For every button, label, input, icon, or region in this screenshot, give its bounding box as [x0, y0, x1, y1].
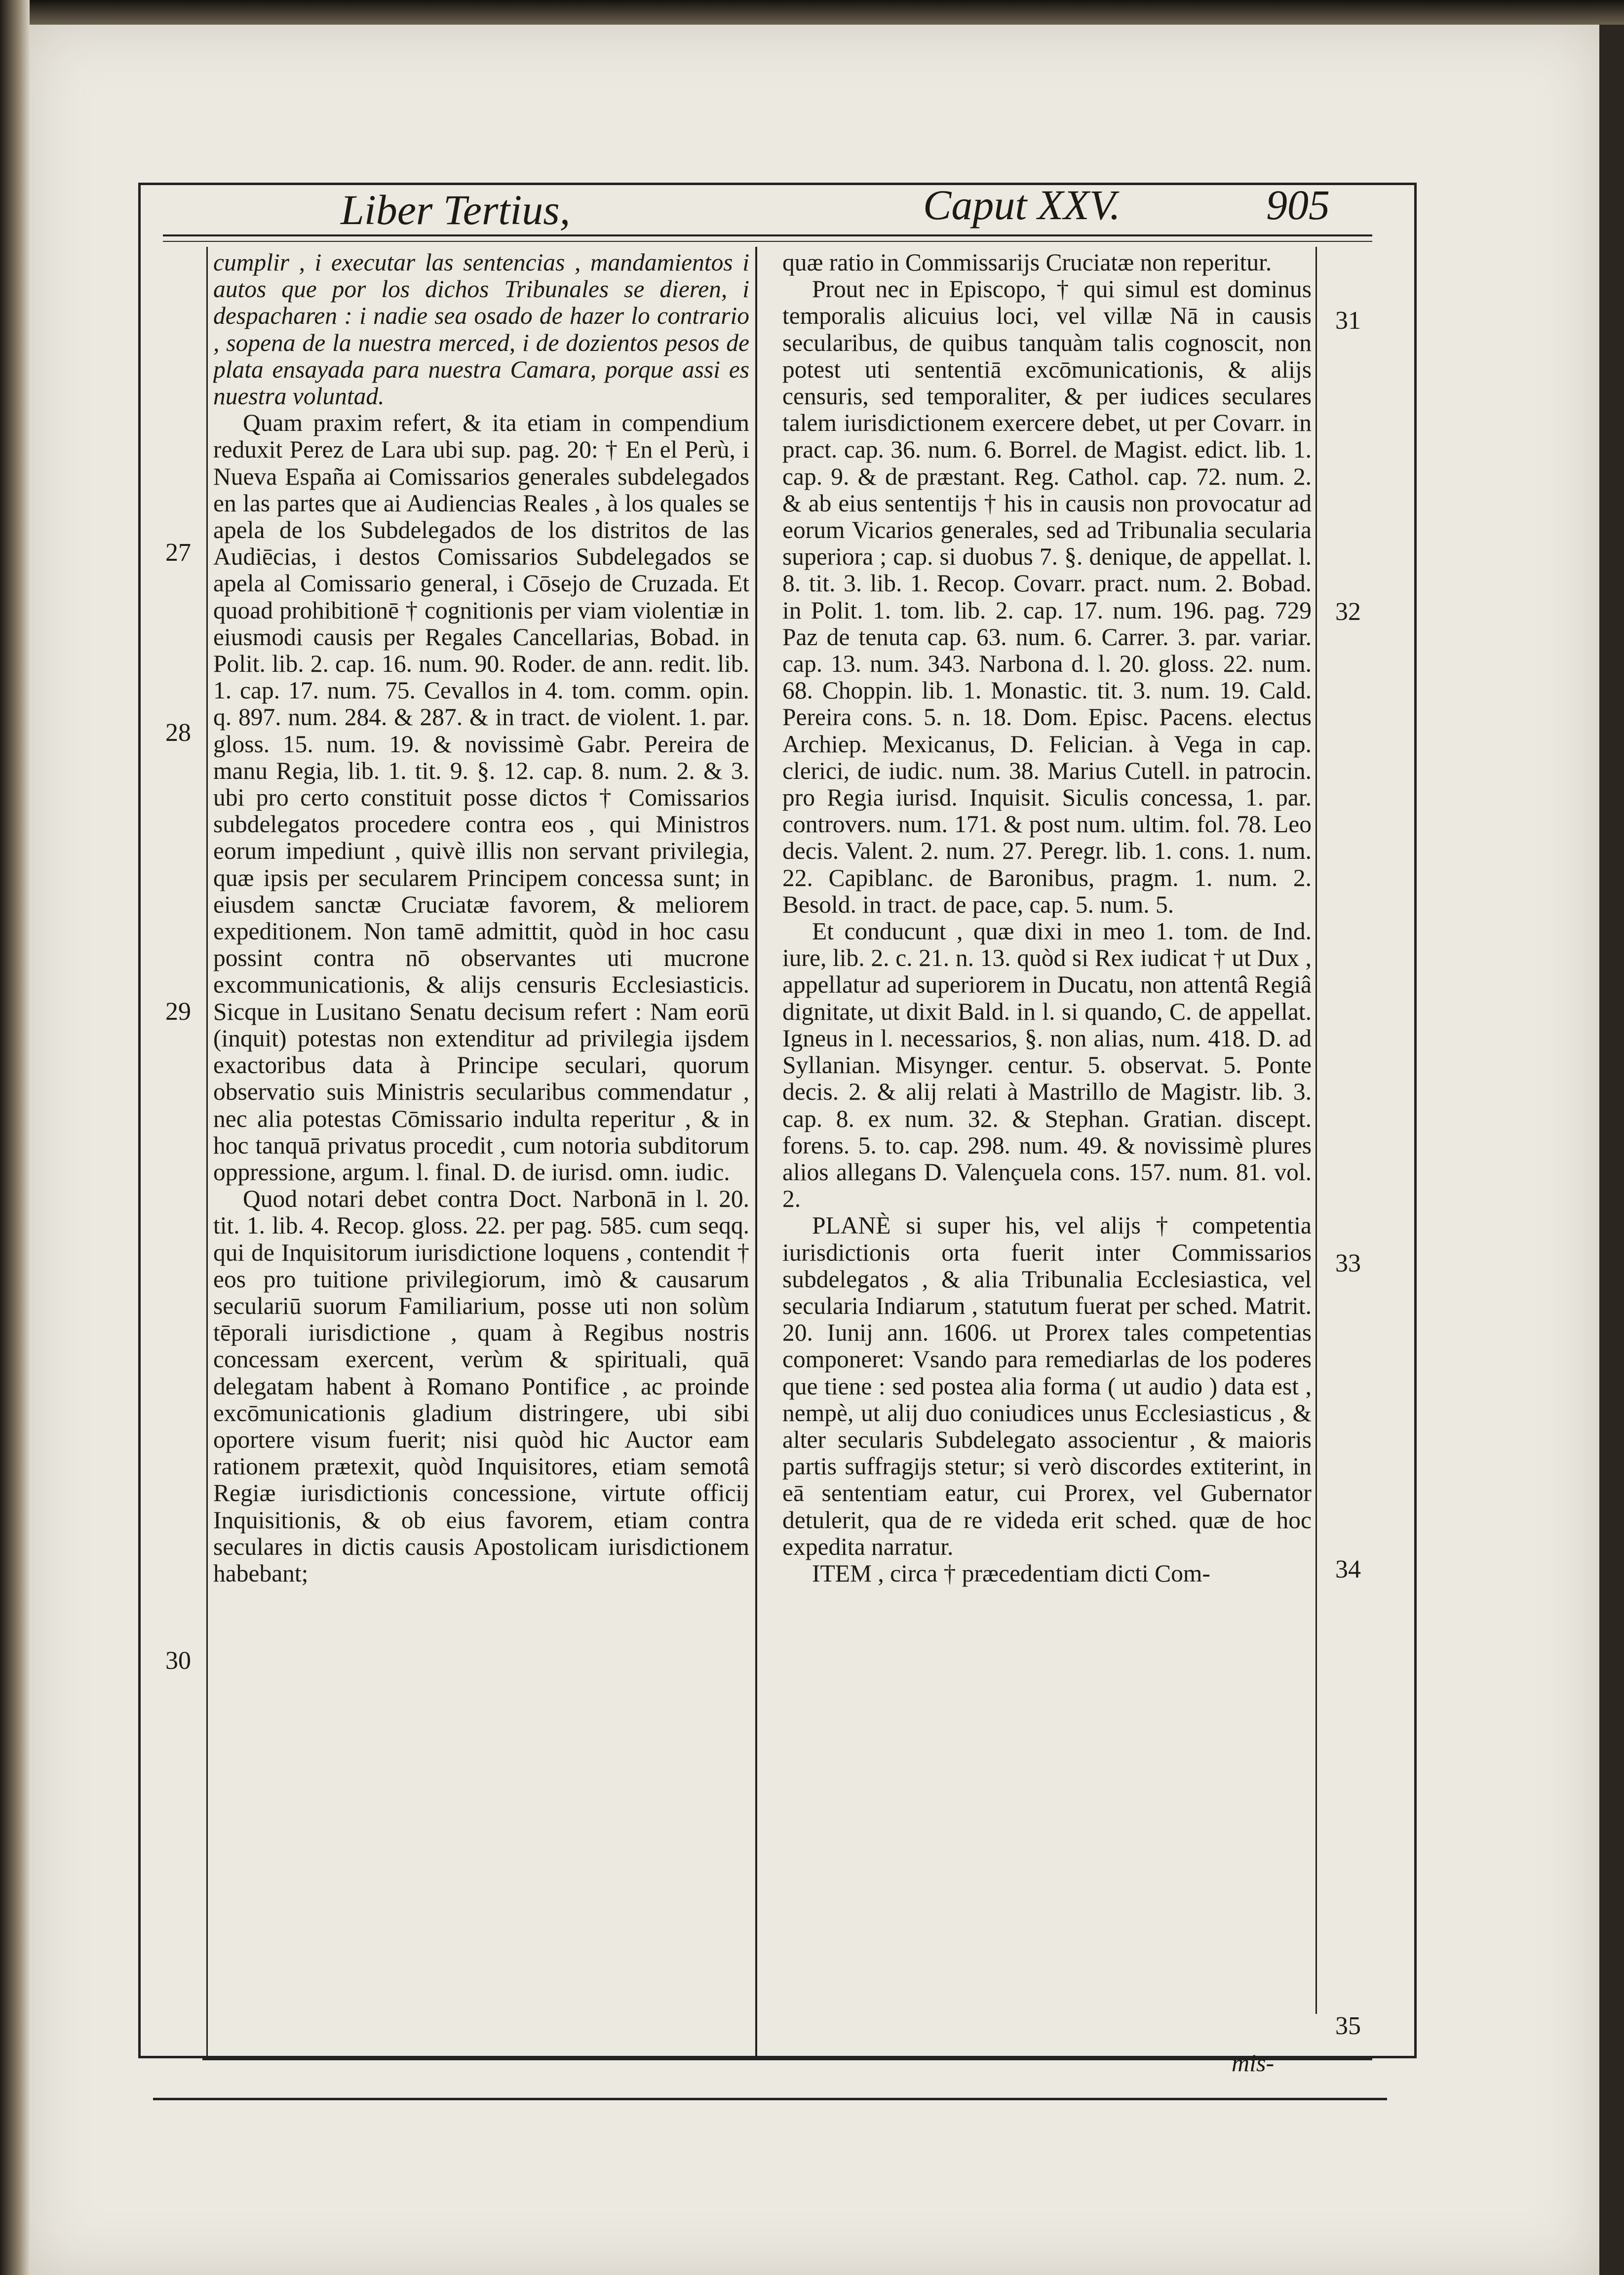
- catchword: mis-: [1232, 2049, 1275, 2077]
- margin-number-33: 33: [1335, 1249, 1361, 1277]
- running-head-chapter: Caput XXV.: [923, 181, 1121, 229]
- margin-number-31: 31: [1335, 307, 1361, 335]
- margin-number-35: 35: [1335, 2012, 1361, 2040]
- right-paragraph-2: Prout nec in Episcopo, † qui simul est dominus temporalis alicuius loci, vel villæ Nā in causis secularibus, de quibus tanquàm talis cognoscit, non potest uti sententiā excōmunicationis, & alijs censuris, sed temporaliter, & per iudices seculares talem iurisdictionem exercere debet, ut per Covarr. in pract. cap. 36. num. 6. Borrel. de Magist. edict. lib. 1. cap. 9. & de præstant. Reg. Cathol. cap. 72. num. 2. & ab eius sententijs † his in causis non provocatur ad eorum Vicarios generales, sed ad Tribunalia secularia superiora ; cap. si duobus 7. §. denique, de appellat. l. 8. tit. 3. lib. 1. Recop. Covarr. pract. num. 2. Bobad. in Polit. 1. tom. lib. 2. cap. 17. num. 196. pag. 729 Paz de tenuta cap. 63. num. 6. Carrer. 3. par. variar. cap. 13. num. 343. Narbona d. l. 20. gloss. 22. num. 68. Choppin. lib. 1. Monastic. tit. 3. num. 19. Cald. Pereira cons. 5. n. 18. Dom. Episc. Pacens. electus Archiep. Mexicanus, D. Felician. à Vega in cap. clerici, de iudic. num. 38. Marius Cutell. in patrocin. pro Regia iurisd. Inquisit. Siculis concessa, 1. par. controvers. num. 171. & post num. ultim. fol. 78. Leo decis. Valent. 2. num. 27. Peregr. lib. 1. cons. 1. num. 22. Capiblanc. de Baronibus, pragm. 1. num. 2. Besold. in tract. de pace, cap. 5. num. 5.: [782, 275, 1312, 918]
- left-paragraph-3: Quod notari debet contra Doct. Narbonā in l. 20. tit. 1. lib. 4. Recop. gloss. 22. per pag. 585. cum seqq. qui de Inquisitorum iurisdictione loquens , contendit † eos pro tuitione privilegiorum, imò & causarum seculariū suorum Familiarium, posse uti non solùm tēporali iurisdictione , quam à Regibus nostris concessam exercent, verùm & spirituali, quā delegatam habent à Romano Pontifice , ac proinde excōmunicationis gladium distringere, ubi sibi oportere visum fuerit; nisi quòd hic Auctor eam rationem prætexit, quòd Inquisitores, etiam semotâ Regiæ iurisdictionis concessione, virtute officij Inquisitionis, & ob eius favorem, etiam contra seculares in dictis causis Apostolicam iurisdictionem habebant;: [213, 1185, 749, 1587]
- bottom-outer-rule: [153, 2098, 1387, 2100]
- book-top-edge: [0, 0, 1624, 25]
- right-column: [782, 249, 1312, 2041]
- bottom-rule: [202, 2058, 1372, 2060]
- header-rule-thin: [163, 241, 1372, 242]
- page-number: 905: [1266, 181, 1330, 229]
- column-divider: [755, 247, 757, 2056]
- right-paragraph-1: quæ ratio in Commissarijs Cruciatæ non reperitur.: [782, 249, 1272, 276]
- right-paragraph-3: Et conducunt , quæ dixi in meo 1. tom. de Ind. iure, lib. 2. c. 21. n. 13. quòd si Rex iudicat † ut Dux , appellatur ad superiorem in Ducatu, non attentâ Regiâ dignitate, ut dixit Bald. in l. si quando, C. de appellat. Igneus in l. necessarios, §. non alias, num. 418. D. ad Syllanian. Misynger. centur. 5. observat. 5. Ponte decis. 2. & alij relati à Mastrillo de Magistr. lib. 3. cap. 8. ex num. 32. & Stephan. Gratian. discept. forens. 5. to. cap. 298. num. 49. & novissimè plures alios allegans D. Valençuela cons. 157. num. 81. vol. 2.: [782, 918, 1312, 1213]
- right-column-border: [1315, 247, 1317, 2014]
- left-column: [213, 249, 749, 2056]
- book-spine: [0, 0, 30, 2275]
- left-column-border: [206, 247, 208, 2056]
- left-paragraph-2: Quam praxim refert, & ita etiam in compendium reduxit Perez de Lara ubi sup. pag. 20: † En el Perù, i Nueva España ai Comissarios generales subdelegados en las partes que ai Audiencias Reales , à los quales se apela de los Subdelegados de los distritos de las Audiēcias, i destos Comissarios Subdelegados se apela al Comissario general, i Cōsejo de Cruzada. Et quoad prohibitionē † cognitionis per viam violentiæ in eiusmodi causis per Regales Cancellarias, Bobad. in Polit. lib. 2. cap. 16. num. 90. Roder. de ann. redit. lib. 1. cap. 17. num. 75. Cevallos in 4. tom. comm. opin. q. 897. num. 284. & 287. & in tract. de violent. 1. par. gloss. 15. num. 19. & novissimè Gabr. Pereira de manu Regia, lib. 1. tit. 9. §. 12. cap. 8. num. 2. & 3. ubi pro certo constituit posse dictos † Comissarios subdelegatos procedere contra eos , qui Ministros eorum impediunt , quivè illis non servant privilegia, quæ ipsis per secularem Principem concessa sunt; in eiusdem sanctæ Cruciatæ favorem, & meliorem expeditionem. Non tamē admittit, quòd in hoc casu possint contra nō observantes uti mucrone excommunicationis, & alijs censuris Ecclesiasticis. Sicque in Lusitano Senatu decisum refert : Nam eorū (inquit) potestas non extenditur ad privilegia ijsdem exactoribus data à Principe seculari, quorum observatio suis Ministris secularibus commendatur , nec alia potestas Cōmissario indulta reperitur , & in hoc tanquā privatus procedit , cum notoria subditorum oppressione, argum. l. final. D. de iurisd. omn. iudic.: [213, 409, 749, 1186]
- right-paragraph-4: PLANÈ si super his, vel alijs † competentia iurisdictionis orta fuerit inter Commissarios subdelegatos , & alia Tribunalia Ecclesiastica, vel secularia Indiarum , statutum fuerat per sched. Matrit. 20. Iunij ann. 1606. ut Prorex tales competentias componeret: Vsando para remediarlas de los poderes que tiene : sed postea alia forma ( ut audio ) data est , nempè, ut alij duo coniudices unus Ecclesiasticus , & alter secularis Subdelegato associentur , & maioris partis suffragijs stetur; si verò discordes extiterint, in eā sententiam eatur, cui Prorex, vel Gubernator detulerit, qua de re videda erit sched. quæ de hoc expedita narratur.: [782, 1212, 1312, 1560]
- margin-number-34: 34: [1335, 1555, 1361, 1583]
- margin-number-28: 28: [165, 719, 191, 747]
- header-rule: [163, 234, 1372, 236]
- left-paragraph-1: cumplir , i executar las sentencias , mandamientos i autos que por los dichos Tribunales se dieren, i despacharen : i nadie sea osado de hazer lo contrario , sopena de la nuestra merced, i de dozientos pesos de plata ensayada para nuestra Camara, porque assi es nuestra voluntad.: [213, 249, 749, 410]
- running-head-book: Liber Tertius,: [341, 186, 571, 233]
- right-paragraph-5: ITEM , circa † præcedentiam dicti Com-: [812, 1559, 1210, 1587]
- margin-number-30: 30: [165, 1647, 191, 1675]
- margin-number-32: 32: [1335, 598, 1361, 626]
- margin-number-29: 29: [165, 998, 191, 1026]
- margin-number-27: 27: [165, 539, 191, 567]
